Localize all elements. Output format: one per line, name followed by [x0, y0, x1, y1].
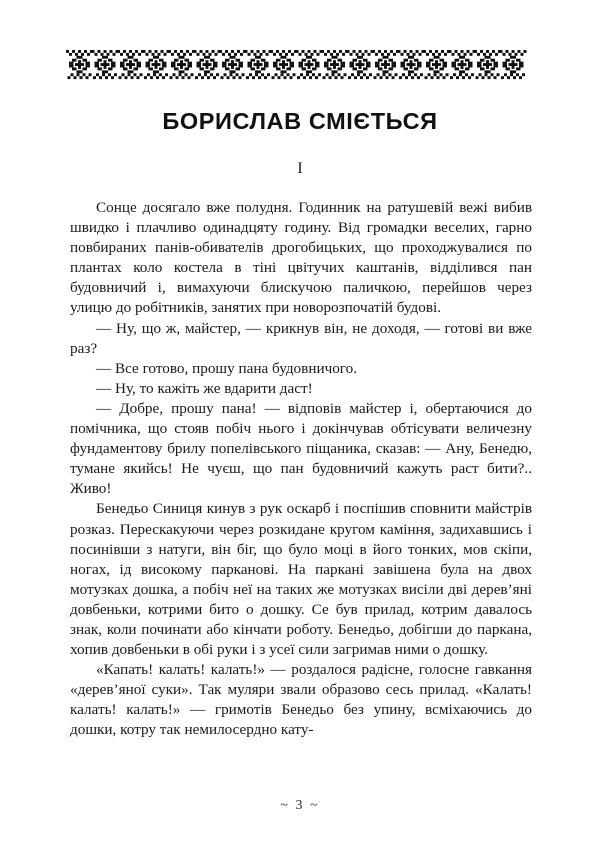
paragraph: Бенедьо Синиця кинув з рук оскарб і поспішив сповнити майстрів розказ. Перескакуючи через розкидане кругом каміння, задихавшись і посинівши з натуги, він біг, що було моці в його тонких, мов скіпи, ногах, ід високому парканові. На паркані завішена була на двох мотузках дошка, а побіч неї на таких же мотузках висіли дві дерев’яні довбеньки, котрими бито о дошку. Се був прилад, котрим давалось знак, коли починати або кінчати роботу. Бенедьо, добігши до паркана, хопив довбеньки в обі руки і з усеї сили загримав ними о дошку. — [70, 500, 532, 659]
chapter-number: I — [297, 160, 303, 177]
paragraph: — Добре, прошу пана! — відповів майстер і, обертаючися до помічника, що стояв побіч нього і докінчував обтісувати величезну фундаментову брилу попелівського піщаника, сказав: — Ану, Бенедю, тумане якийсь! Не чуєш, що пан будовничий кажуть раст бити?.. Живо! — [70, 399, 532, 498]
paragraph: Сонце досягало вже полудня. Годинник на ратушевій вежі вибив швидко і плачливо одинадцяту годину. Від громадки веселих, гарно повбираних панів-обивателів дрогобицьких, що проходжувалися по плантах коло костела в тіні цвітучих каштанів, відділився пан будовничий і, вимахуючи блискучою паличкою, перейшов через улицю до робітників, занятих при новорозпочатій будові. — [70, 199, 532, 317]
paragraph: — Ну, що ж, майстер, — крикнув він, не доходя, — готові ви вже раз? — [70, 319, 532, 357]
ornament-svg — [66, 50, 534, 82]
paragraph: «Капать! калать! калать!» — роздалося радісне, голосне гавкання «дерев’яної суки». Так муляри звали образово сесь прилад. «Калать! калать! калать!» — гримотів Бенедьо без упину, всміхаючись до дошки, котру так немилосердно кату- — [70, 661, 532, 739]
paragraph: — Все готово, прошу пана будовничого. — [96, 359, 358, 377]
body-text — [70, 198, 532, 741]
paragraph: — Ну, то кажіть же вдарити даст! — [96, 379, 313, 397]
page-title: БОРИСЛАВ СМІЄТЬСЯ — [162, 107, 438, 134]
ukrainian-folk-border-ornament-icon — [66, 50, 534, 82]
page-number-footer: ~ 3 ~ — [280, 798, 320, 813]
